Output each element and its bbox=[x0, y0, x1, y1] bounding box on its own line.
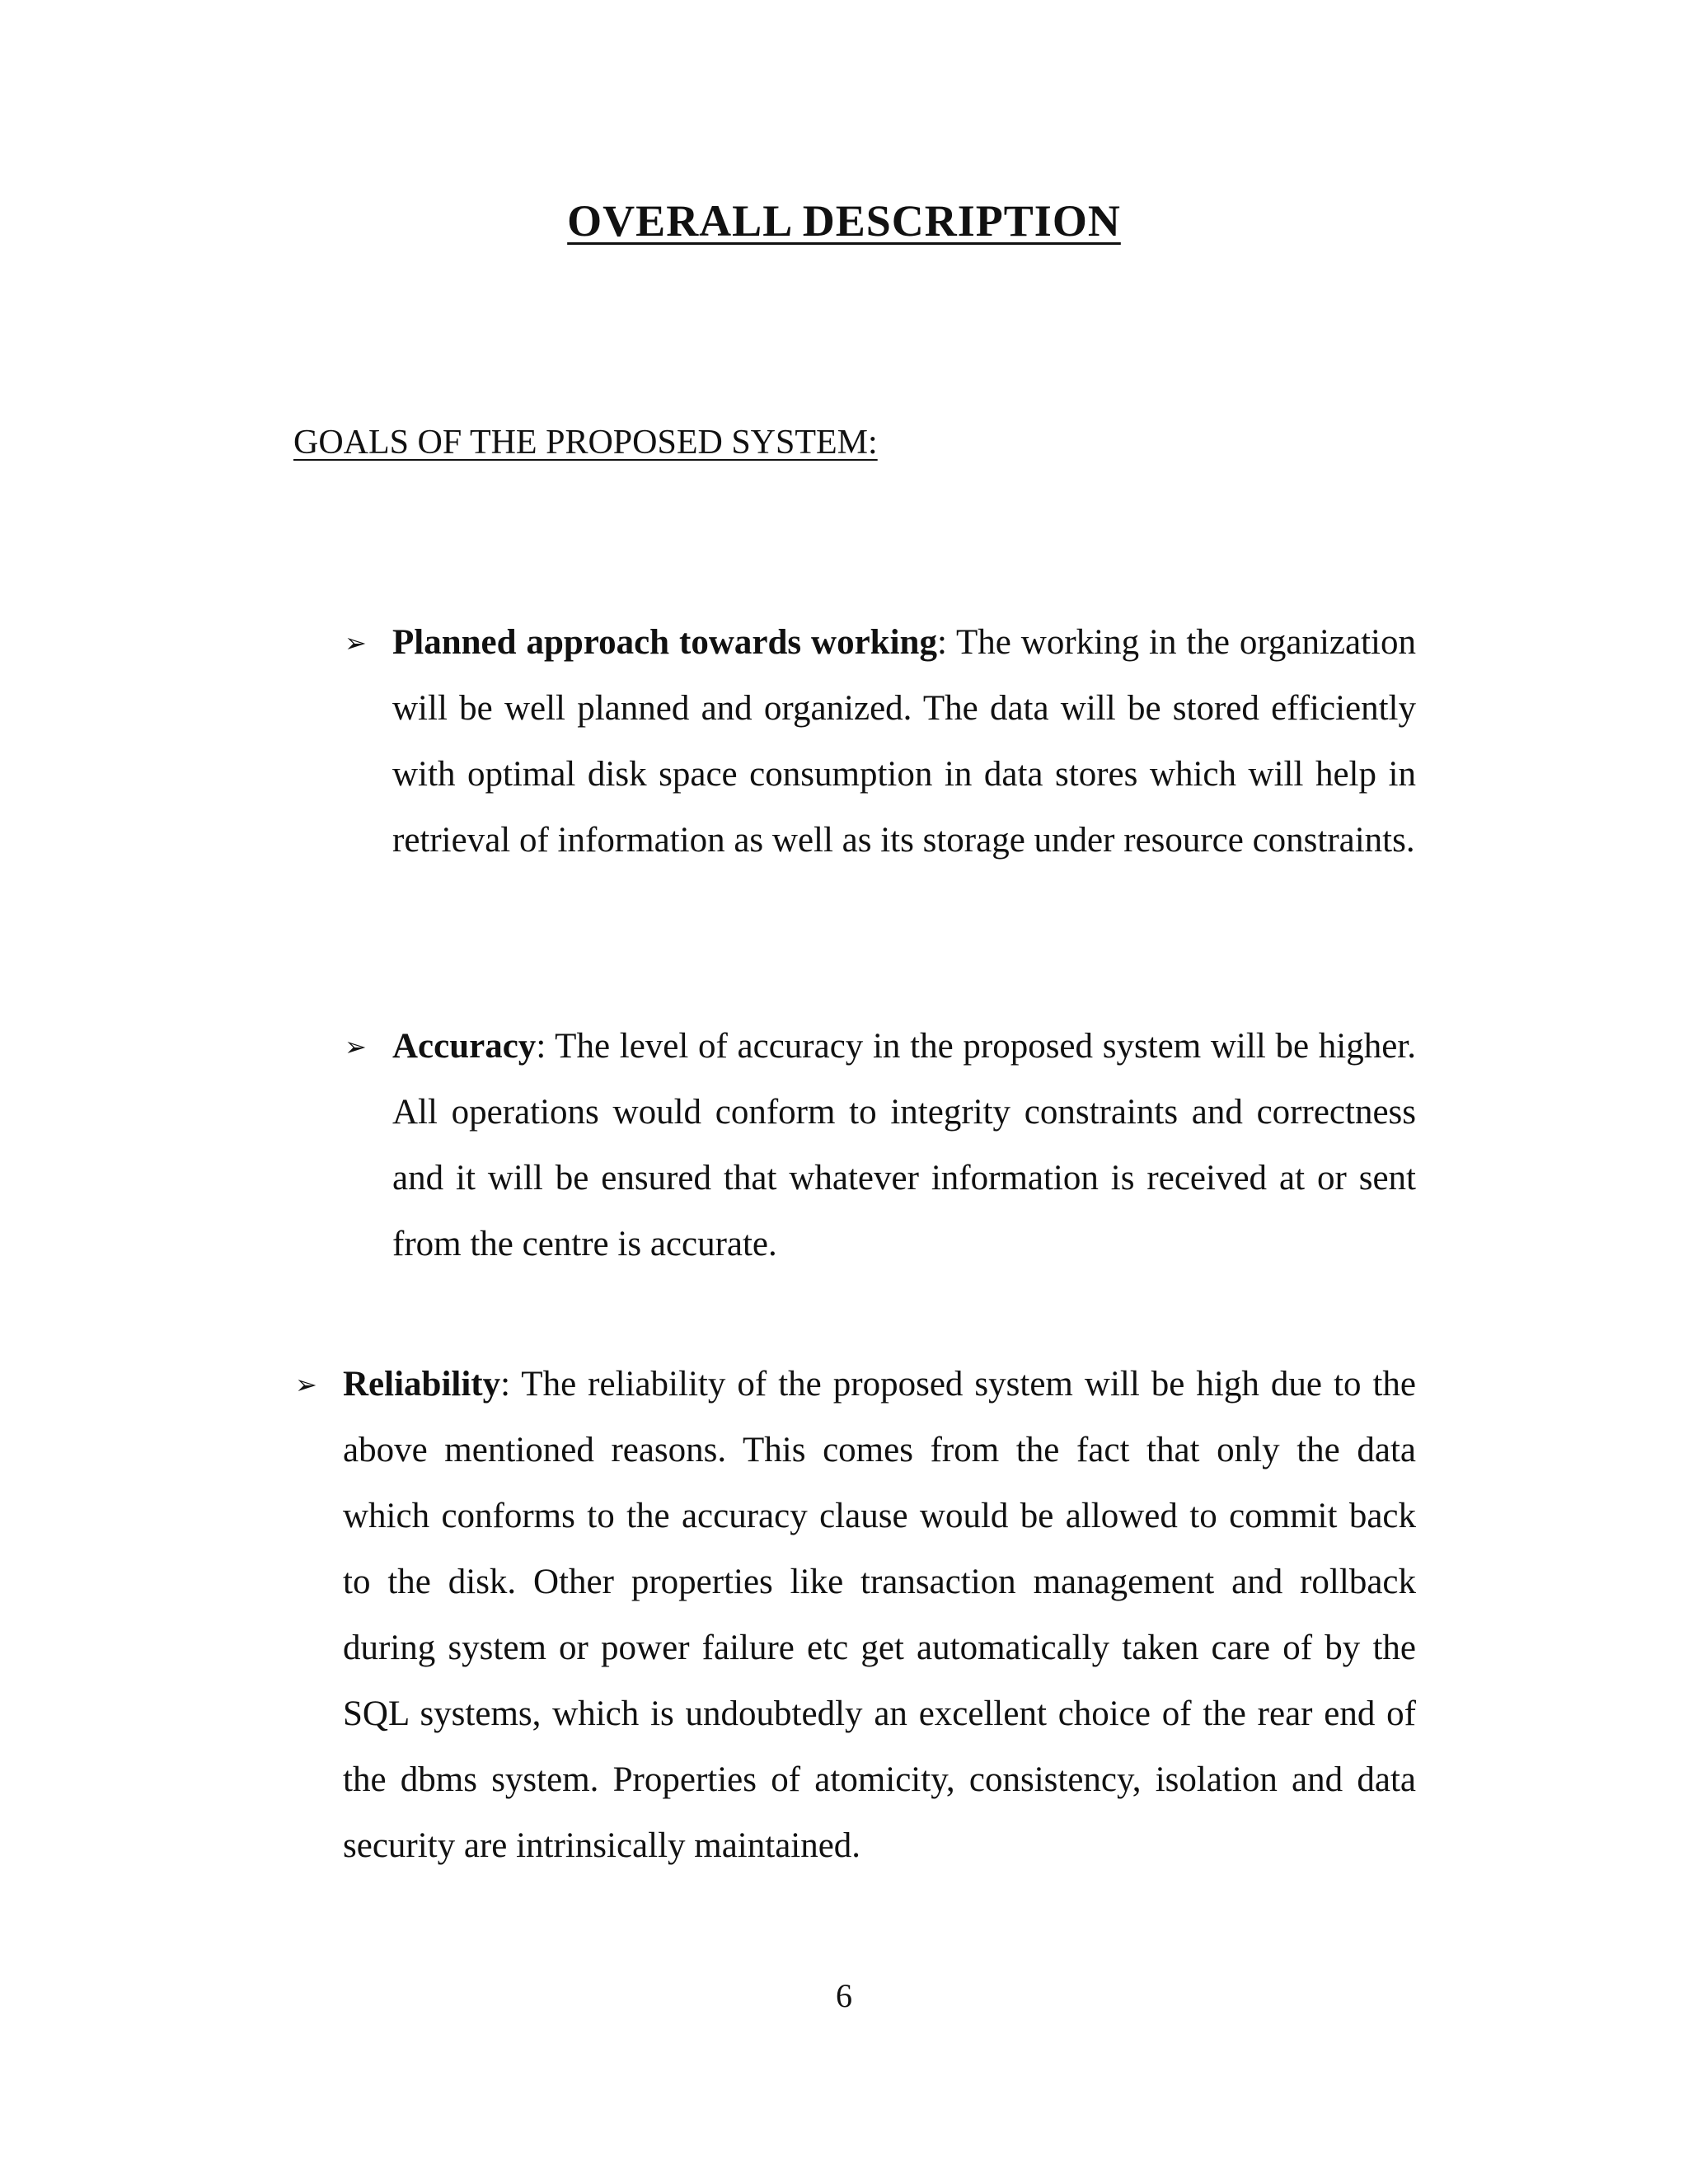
goal-item-planned-approach bbox=[392, 610, 1416, 874]
page-title bbox=[0, 196, 1688, 246]
goal-text: : The reliability of the proposed system will be high due to the above mentioned reasons. This comes from the fact that only the data which conforms to the accuracy clause would be allowed to commit back to the disk. Other properties like transaction management and rollback during system or power failure etc get automatically taken care of by the SQL systems, which is undoubtedly an excellent choice of the rear end of the dbms system. Properties of atomicity, consistency, isolation and data security are intrinsically maintained. bbox=[343, 1365, 1416, 1865]
goal-item-accuracy bbox=[392, 1014, 1416, 1277]
page-number: 6 bbox=[836, 1977, 852, 2014]
goal-term: Reliability bbox=[343, 1365, 501, 1404]
section-heading: GOALS OF THE PROPOSED SYSTEM: bbox=[293, 424, 878, 462]
goal-term: Planned approach towards working bbox=[392, 623, 937, 662]
goal-item-reliability bbox=[343, 1352, 1416, 1879]
arrow-bullet-icon: ➢ bbox=[345, 1032, 367, 1062]
goal-text: : The working in the organization will be well planned and organized. The data will be stored efficiently with optimal disk space consumption in data stores which will help in retrieval of information as well as its storage under resource constraints. bbox=[392, 623, 1416, 860]
arrow-bullet-icon: ➢ bbox=[295, 1370, 317, 1399]
arrow-bullet-icon: ➢ bbox=[345, 628, 367, 658]
page-title-text: OVERALL DESCRIPTION bbox=[567, 196, 1121, 246]
goal-term: Accuracy bbox=[392, 1027, 537, 1066]
goal-text: : The level of accuracy in the proposed system will be higher. All operations would conform to integrity constraints and correctness and it will be ensured that whatever information is received at or sent from the centre is accurate. bbox=[392, 1027, 1416, 1263]
